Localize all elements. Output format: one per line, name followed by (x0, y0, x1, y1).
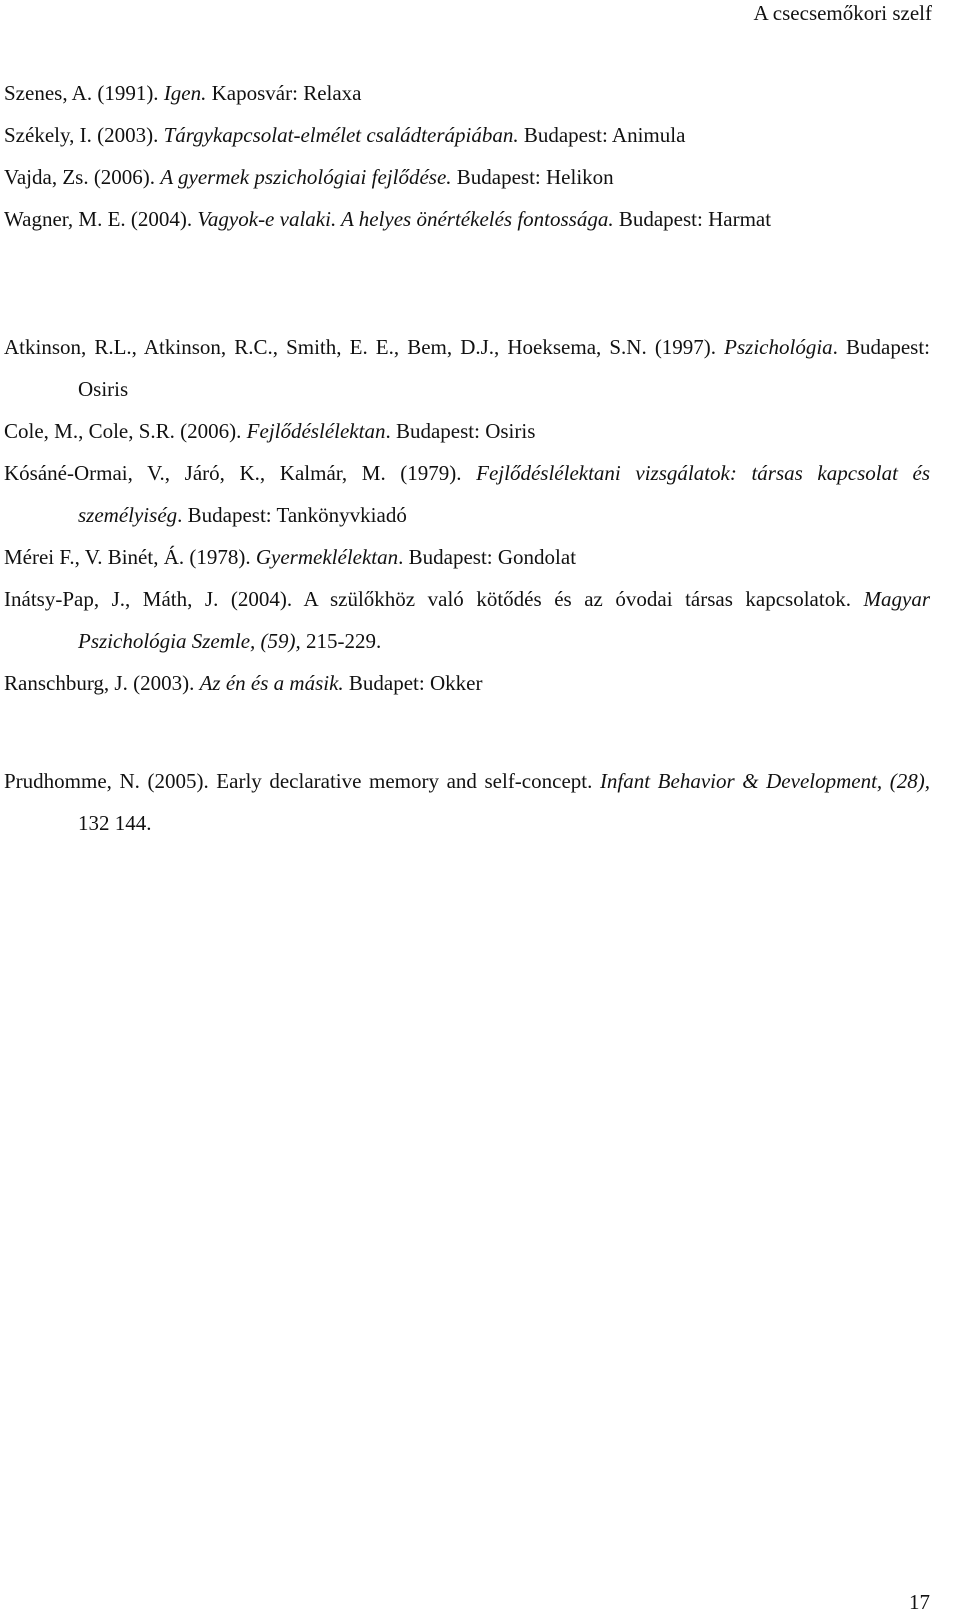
reference-authors: Ranschburg, J. (2003). (4, 671, 200, 695)
reference-cole (4, 410, 930, 452)
reference-list-group-3 (4, 760, 930, 844)
reference-authors: Prudhomme, N. (2005). Early declarative memory and self-concept. (4, 769, 600, 793)
reference-pages: 215-229. (300, 629, 382, 653)
reference-title: Igen. (163, 81, 207, 105)
reference-wagner (4, 198, 930, 240)
reference-list-group-2 (4, 326, 930, 704)
reference-journal: Infant Behavior & Development, (28), (599, 769, 930, 793)
page-number: 17 (909, 1590, 930, 1614)
reference-title: Fejlődéslélektan (246, 419, 386, 443)
reference-szenes (4, 72, 930, 114)
reference-publisher: . Budapest: Osiris (385, 419, 536, 443)
reference-title: A gyermek pszichológiai fejlődése. (160, 165, 452, 189)
reference-merei (4, 536, 930, 578)
running-header: A csecsemőkori szelf (753, 1, 932, 25)
reference-journal: Magyar Pszichológia Szemle, (59), (78, 587, 930, 653)
reference-publisher: Budapest: Animula (518, 123, 686, 147)
reference-authors: Vajda, Zs. (2006). (4, 165, 161, 189)
reference-title: Pszichológia (724, 335, 833, 359)
reference-authors: Inátsy-Pap, J., Máth, J. (2004). A szülőkhöz való kötődés és az óvodai társas kapcsolatok. (4, 587, 864, 611)
reference-title: Gyermeklélektan (255, 545, 399, 569)
reference-kosane-ormai (4, 452, 930, 536)
reference-list-group-1 (4, 72, 930, 240)
reference-authors: Mérei F., V. Binét, Á. (1978). (4, 545, 256, 569)
reference-pages: 132 144. (78, 811, 152, 835)
reference-prudhomme (4, 760, 930, 844)
reference-authors: Kósáné-Ormai, V., Járó, K., Kalmár, M. (1979). (4, 461, 477, 485)
reference-authors: Atkinson, R.L., Atkinson, R.C., Smith, E. E., Bem, D.J., Hoeksema, S.N. (1997). (4, 335, 725, 359)
reference-atkinson (4, 326, 930, 410)
reference-authors: Szenes, A. (1991). (4, 81, 164, 105)
reference-publisher: Budapest: Harmat (613, 207, 772, 231)
reference-title: Fejlődéslélektani vizsgálatok: társas kapcsolat és személyiség (78, 461, 931, 527)
reference-publisher: Budapet: Okker (343, 671, 483, 695)
reference-authors: Cole, M., Cole, S.R. (2006). (4, 419, 247, 443)
reference-vajda (4, 156, 930, 198)
reference-inatsy-pap (4, 578, 930, 662)
reference-authors: Székely, I. (2003). (4, 123, 164, 147)
reference-ranschburg (4, 662, 930, 704)
reference-title: Tárgykapcsolat-elmélet családterápiában. (163, 123, 519, 147)
reference-publisher: . Budapest: Tankönyvkiadó (177, 503, 407, 527)
reference-title: Az én és a másik. (199, 671, 344, 695)
reference-publisher: Budapest: Helikon (451, 165, 614, 189)
reference-authors: Wagner, M. E. (2004). (4, 207, 198, 231)
reference-publisher: Kaposvár: Relaxa (206, 81, 362, 105)
reference-title: Vagyok-e valaki. A helyes önértékelés fontossága. (197, 207, 614, 231)
reference-publisher: . Budapest: Osiris (78, 335, 930, 401)
reference-szekely (4, 114, 930, 156)
reference-publisher: . Budapest: Gondolat (398, 545, 577, 569)
